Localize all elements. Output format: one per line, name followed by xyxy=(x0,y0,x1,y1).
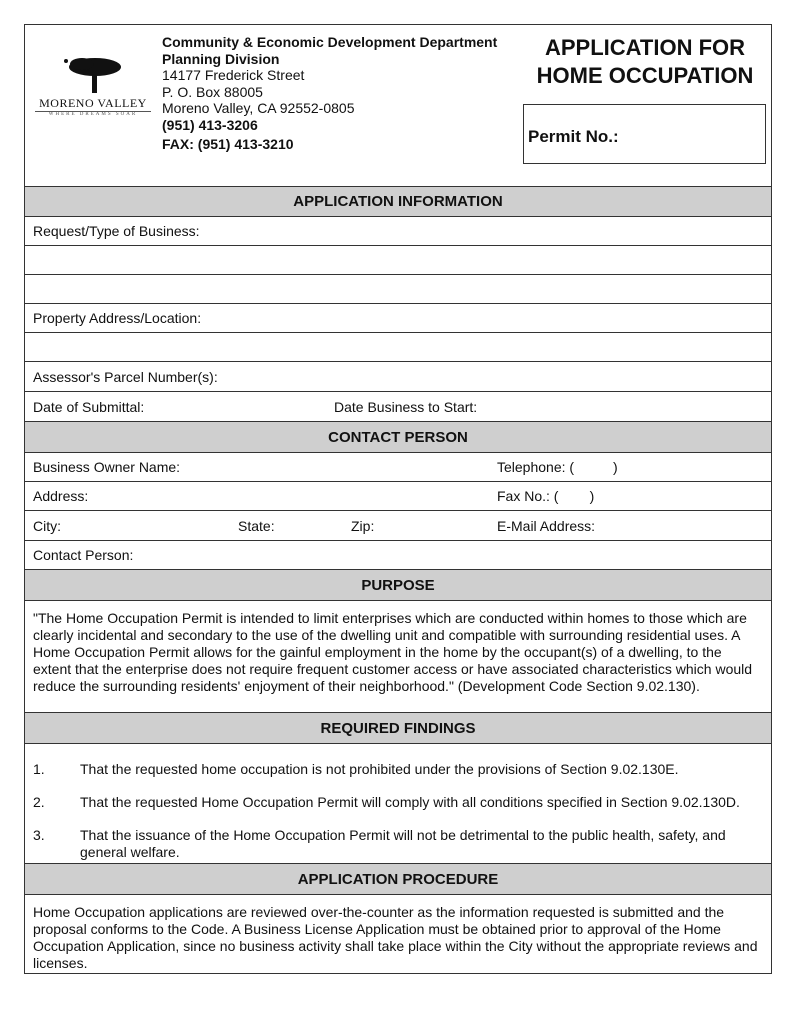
form-header xyxy=(25,25,771,187)
owner-name-label: Business Owner Name: xyxy=(33,459,181,475)
section-required-findings: REQUIRED FINDINGS xyxy=(25,713,771,744)
city-row[interactable] xyxy=(25,511,771,541)
finding-number: 3. xyxy=(33,827,45,843)
logo-tagline: WHERE DREAMS SOAR xyxy=(48,112,138,117)
department-address xyxy=(162,34,497,153)
tree-icon xyxy=(58,55,128,93)
division-name: Planning Division xyxy=(162,50,280,67)
finding-item xyxy=(33,794,753,811)
telephone-label: Telephone: ( ) xyxy=(497,459,618,475)
contact-person-label: Contact Person: xyxy=(33,547,134,563)
request-type-line-2[interactable] xyxy=(25,246,771,275)
request-type-label: Request/Type of Business: xyxy=(33,223,200,239)
property-address-label: Property Address/Location: xyxy=(33,310,202,326)
city-logo xyxy=(35,55,151,117)
fax-label: Fax No.: ( ) xyxy=(497,488,595,504)
city-line: Moreno Valley, CA 92552-0805 xyxy=(162,100,355,116)
form-title xyxy=(523,34,767,90)
permit-number-box[interactable] xyxy=(523,104,766,164)
section-contact-person: CONTACT PERSON xyxy=(25,422,771,453)
phone: (951) 413-3206 xyxy=(162,116,258,133)
finding-text: That the requested home occupation is not prohibited under the provisions of Section 9.02.130E. xyxy=(80,761,679,777)
finding-number: 2. xyxy=(33,794,45,810)
property-address-field[interactable] xyxy=(25,304,771,333)
request-type-field[interactable] xyxy=(25,217,771,246)
property-address-line-2[interactable] xyxy=(25,333,771,362)
home-occupation-form xyxy=(24,24,772,974)
po-box: P. O. Box 88005 xyxy=(162,83,263,100)
section-application-procedure: APPLICATION PROCEDURE xyxy=(25,864,771,895)
parcel-number-field[interactable] xyxy=(25,362,771,392)
address-label: Address: xyxy=(33,488,89,504)
purpose-text: "The Home Occupation Permit is intended to limit enterprises which are conducted within homes to those which are clearly incidental and secondary to the use of the dwelling unit and compatible with surrounding residential uses. A Home Occupation Permit allows for the gainful employment in the home by the occupant(s) of a dwelling, to the extent that the enterprise does not require frequent customer access or have associated characteristics which would reduce the surrounding residents' enjoyment of their neighborhood." (Development Code Section 9.02.130). xyxy=(25,601,771,713)
date-start-label: Date Business to Start: xyxy=(334,398,478,415)
finding-item xyxy=(33,827,753,861)
section-purpose: PURPOSE xyxy=(25,570,771,601)
parcel-number-label: Assessor's Parcel Number(s): xyxy=(33,368,218,385)
finding-text: That the requested Home Occupation Permit will comply with all conditions specified in Section 9.02.130D. xyxy=(80,794,740,810)
finding-text: That the issuance of the Home Occupation Permit will not be detrimental to the public health, safety, and general welfare. xyxy=(80,827,726,860)
state-label: State: xyxy=(238,517,275,534)
fax: FAX: (951) 413-3210 xyxy=(162,136,294,152)
contact-person-row[interactable] xyxy=(25,541,771,570)
logo-name: MORENO VALLEY xyxy=(35,96,151,112)
finding-number: 1. xyxy=(33,761,45,777)
zip-label: Zip: xyxy=(351,517,375,534)
title-line-2: HOME OCCUPATION xyxy=(536,63,754,88)
title-line-1: APPLICATION FOR xyxy=(544,35,746,60)
request-type-line-3[interactable] xyxy=(25,275,771,304)
email-label: E-Mail Address: xyxy=(497,517,596,534)
department-name: Community & Economic Development Department xyxy=(162,34,498,50)
dates-row[interactable] xyxy=(25,392,771,422)
findings-list xyxy=(25,744,771,864)
date-submittal-label: Date of Submittal: xyxy=(33,398,145,415)
street: 14177 Frederick Street xyxy=(162,67,305,83)
finding-item xyxy=(33,761,753,778)
city-label: City: xyxy=(33,517,61,534)
permit-label: Permit No.: xyxy=(528,127,619,146)
procedure-text: Home Occupation applications are reviewed over-the-counter as the information requested is submitted and the proposal conforms to the Code. A Business License Application must be obtained prior to approval of the Home Occupation Application, since no business activity shall take place within the City without the appropriate reviews and licenses. xyxy=(33,904,758,971)
section-application-information: APPLICATION INFORMATION xyxy=(25,187,771,217)
owner-row[interactable] xyxy=(25,453,771,482)
address-row[interactable] xyxy=(25,482,771,511)
